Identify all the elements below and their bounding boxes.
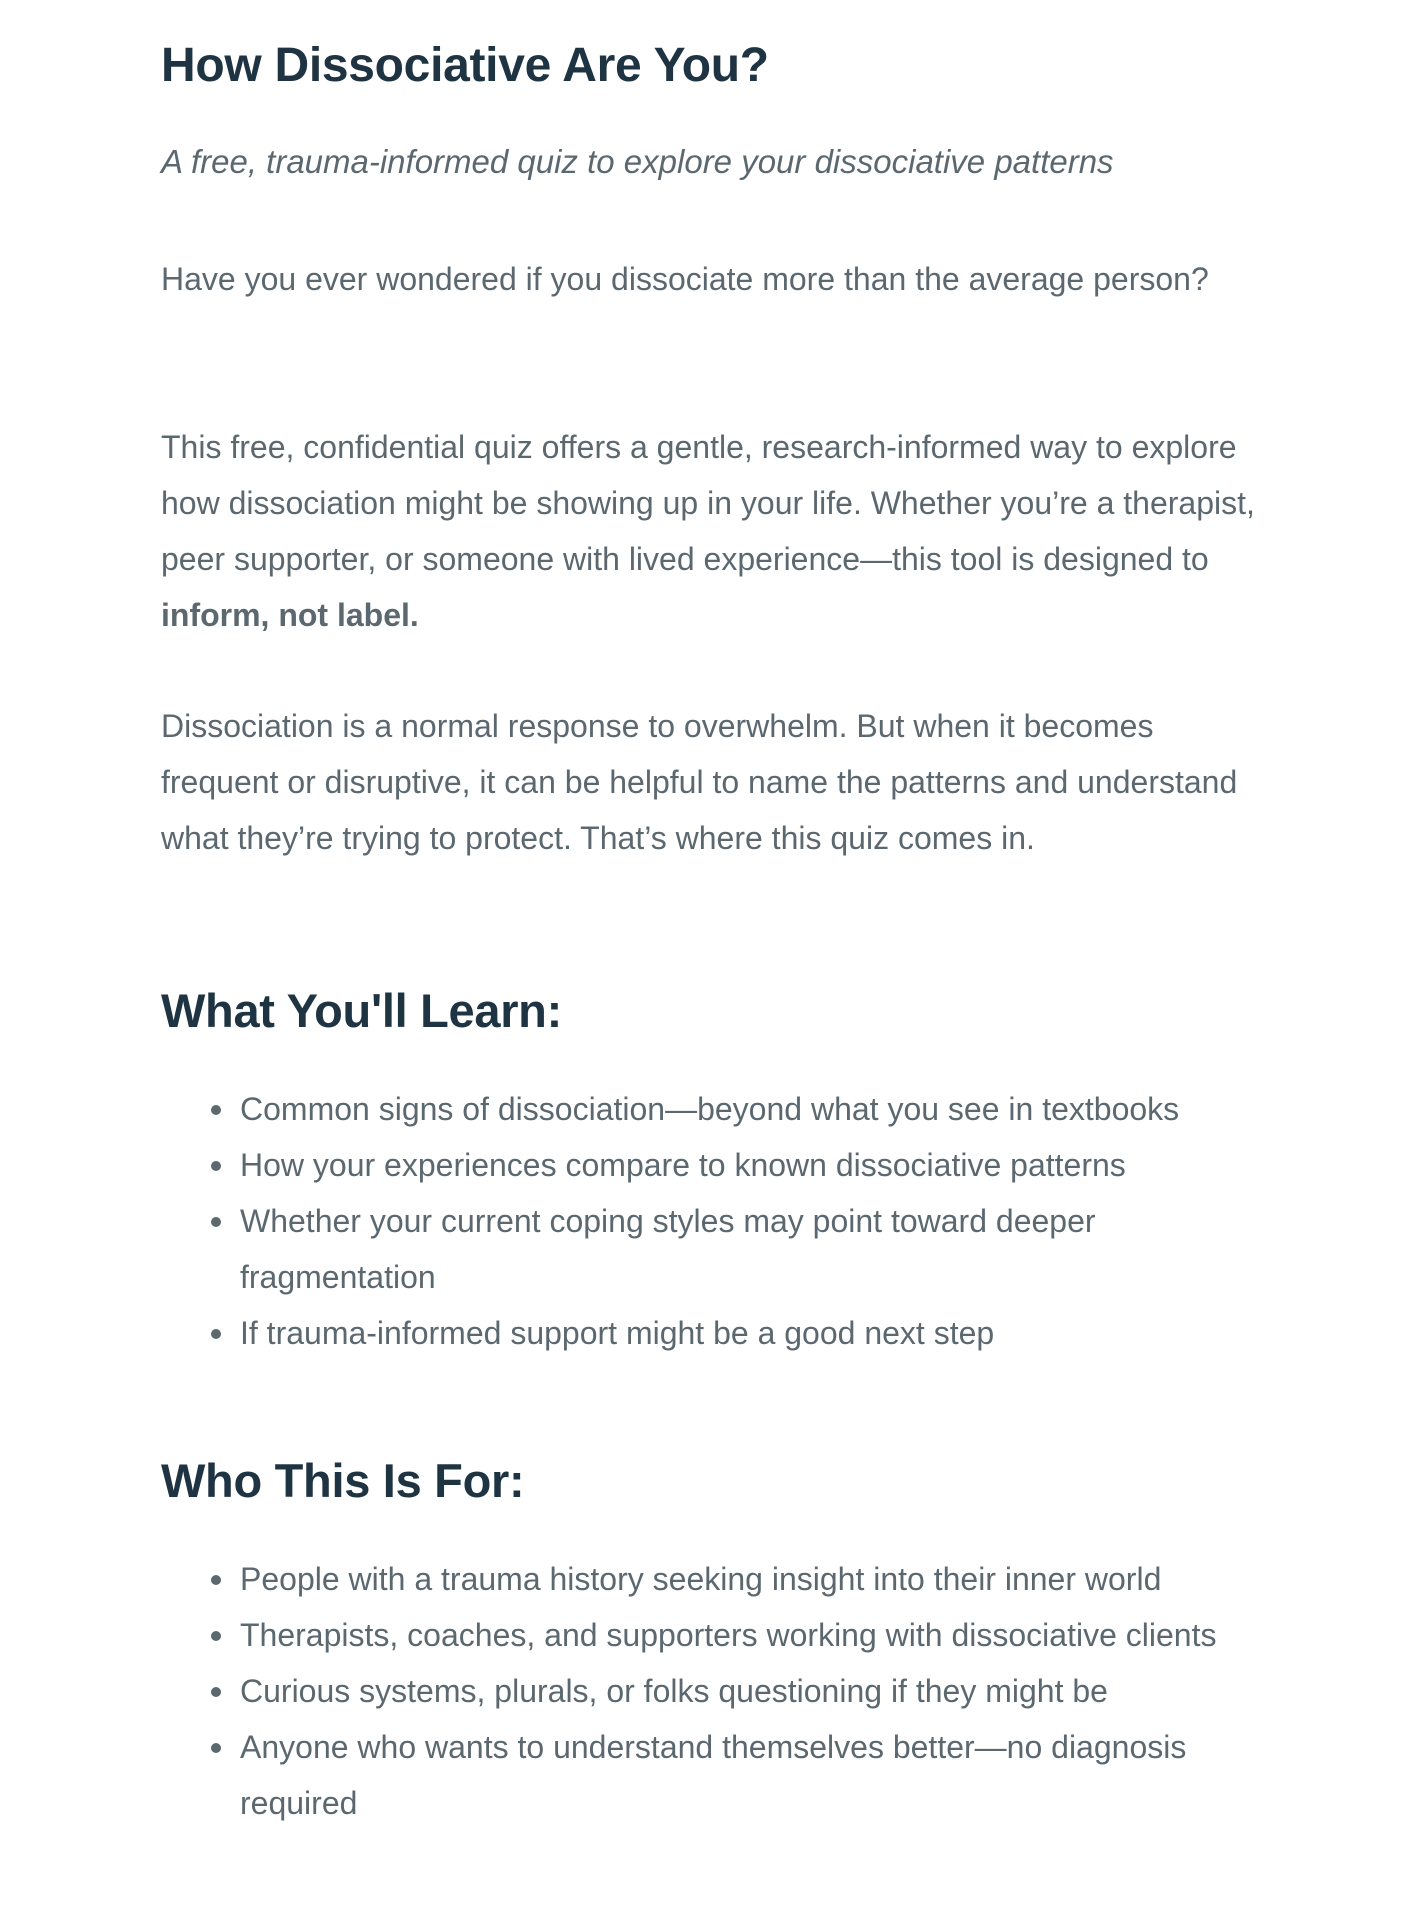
list-item <box>161 1607 1281 1663</box>
list-item-text: Common signs of dissociation—beyond what you see in textbooks <box>240 1091 1180 1127</box>
bullet-icon <box>211 1687 221 1697</box>
intro-paragraph-1: Have you ever wondered if you dissociate more than the average person? <box>161 261 1209 297</box>
list-item <box>161 1719 1281 1831</box>
intro-paragraph-2 <box>161 419 1271 643</box>
list-item <box>161 1137 1281 1193</box>
list-item-text: Anyone who wants to understand themselves better—no diagnosis required <box>240 1729 1187 1821</box>
list-item <box>161 1551 1281 1607</box>
intro-paragraph-2-text: This free, confidential quiz offers a gentle, research-informed way to explore how dissociation might be showing up in your life. Whether you’re a therapist, peer supporter, or someone with lived experience—this tool is designed to <box>161 429 1255 577</box>
section-heading-what-youll-learn: What You'll Learn: <box>161 984 562 1037</box>
list-item <box>161 1081 1281 1137</box>
list-item <box>161 1305 1281 1361</box>
intro-paragraph-2-emphasis: inform, not label. <box>161 597 419 633</box>
bullet-icon <box>211 1105 221 1115</box>
learn-list <box>161 1081 1281 1361</box>
list-item-text: Therapists, coaches, and supporters working with dissociative clients <box>240 1617 1217 1653</box>
list-item-text: How your experiences compare to known dissociative patterns <box>240 1147 1126 1183</box>
audience-list <box>161 1551 1281 1831</box>
list-item-text: If trauma-informed support might be a good next step <box>240 1315 995 1351</box>
bullet-icon <box>211 1161 221 1171</box>
bullet-icon <box>211 1329 221 1339</box>
list-item-text: People with a trauma history seeking insight into their inner world <box>240 1561 1162 1597</box>
page-title: How Dissociative Are You? <box>161 39 769 92</box>
bullet-icon <box>211 1743 221 1753</box>
bullet-icon <box>211 1217 221 1227</box>
list-item <box>161 1193 1281 1305</box>
bullet-icon <box>211 1631 221 1641</box>
section-heading-who-this-is-for: Who This Is For: <box>161 1454 525 1507</box>
list-item <box>161 1663 1281 1719</box>
list-item-text: Whether your current coping styles may point toward deeper fragmentation <box>240 1203 1096 1295</box>
bullet-icon <box>211 1575 221 1585</box>
intro-paragraph-3: Dissociation is a normal response to overwhelm. But when it becomes frequent or disruptive, it can be helpful to name the patterns and understand what they’re trying to protect. That’s where this quiz comes in. <box>161 708 1238 856</box>
list-item-text: Curious systems, plurals, or folks questioning if they might be <box>240 1673 1108 1709</box>
page-subtitle: A free, trauma-informed quiz to explore your dissociative patterns <box>161 143 1114 180</box>
